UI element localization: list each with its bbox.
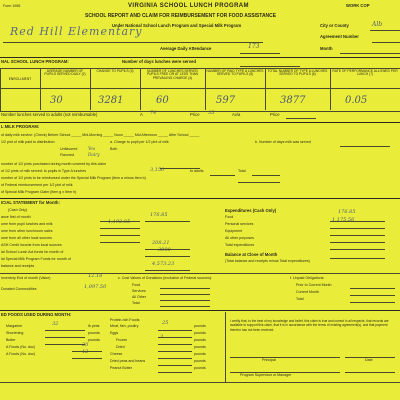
certification-text: I certify that, to the best of my knowledge and belief, this claim is true and correct in all respects, that records are available to support this claim, that it is in accordance with the terms of existing agreement(s), and that payment therefor has not been received.	[230, 319, 389, 332]
protein-item-label: Eggs	[110, 331, 119, 335]
milk-charge-label: a. Charge to pupil per 1/2 pint of milk	[110, 140, 169, 144]
val-rate: 0.05	[345, 95, 368, 106]
expend-line-label: Equipment	[225, 229, 243, 233]
receipt-line-label: ome from other lunchroom sales	[1, 229, 53, 233]
days-underline	[240, 66, 300, 67]
expend-line-label: Personal services	[225, 222, 254, 226]
work-copy-label: WORK COP	[346, 3, 370, 8]
cost-values-label: c. Cost Values of Donations (exclusive of Federal sources):	[118, 276, 213, 280]
expend-line-value: 176.85	[338, 209, 356, 215]
receipt-line-value: 4,573.23	[152, 261, 175, 267]
milk-adults-label: to adults	[190, 169, 204, 173]
protein-item-unit: pounds	[194, 345, 206, 349]
receipt-line-label: balance and receipts	[1, 264, 35, 268]
unflavored-label: Unflavored	[60, 147, 78, 151]
expend-line-value: 1,175.56	[332, 217, 355, 223]
protein-item-label: Dried peas and beans	[110, 359, 146, 363]
program-line: Under National School Lunch Program and Special Milk Program	[112, 23, 242, 28]
food-item-label: Butter	[6, 338, 16, 342]
cost-row: All Other	[132, 295, 146, 299]
days-served-label: Number of days lunches were served	[122, 59, 197, 64]
city-underline	[370, 30, 400, 31]
milk-served-label: of 1/2 pints of milk served: to pupils in Type A lunches	[1, 169, 87, 173]
food-item-label: Shortening	[6, 331, 24, 335]
expend-title: Expenditures (Cash Only)	[225, 208, 277, 213]
cost-row: Services	[132, 289, 146, 293]
receipt-line-value: 1,192.85	[108, 219, 131, 225]
receipt-line-label: ASH Credit income from local sources	[1, 243, 62, 247]
receipt-line-label: ance first of month	[1, 215, 31, 219]
milk-purchased-label: number of 1/2 pints purchased during month covered by this claim	[1, 162, 107, 166]
col-total-lunches: TOTAL NUMBER OF TYPE A LUNCHES SERVED TO PUPILS (6)	[267, 69, 328, 77]
milk-days-label: b. Number of days milk was served	[255, 140, 311, 144]
form-subtitle: SCHOOL REPORT AND CLAIM FOR REIMBURSEMENT FOR FOOD ASSISTANCE	[85, 13, 277, 19]
ada-underline	[240, 53, 280, 54]
adult-price2-label: Price	[270, 112, 280, 117]
val-total-lunches: 3877	[280, 95, 306, 106]
protein-item-unit: pounds	[194, 324, 206, 328]
city-value: Alb	[372, 21, 383, 28]
month-label: Month	[320, 46, 333, 51]
protein-item-label: Dried	[116, 345, 125, 349]
receipt-line-value: 3000	[158, 247, 171, 253]
receipt-line-label: ome from pupil lunches and milk	[1, 222, 53, 226]
school-underline	[3, 42, 263, 43]
supervisor-label: Program Supervisor or Manager	[240, 373, 292, 377]
col-change: CHANGE TO PUPILS (3)	[96, 69, 134, 73]
adult-a-value: 74	[150, 110, 157, 116]
food-item-unit: pounds	[88, 338, 100, 342]
ada-value: 173	[248, 43, 260, 50]
date-label: Date	[365, 358, 373, 362]
unpaid-row: Total	[296, 297, 304, 301]
expend-line-label: Total expenditures	[225, 243, 255, 247]
adult-price-label: Price	[190, 112, 200, 117]
receipt-line-label: ial Special Milk Program Funds for month of	[1, 257, 71, 261]
unflavored-value: Yes	[88, 146, 96, 151]
ada-label: Average Daily Attendance	[160, 46, 212, 51]
food-item-label: A Foods (No. doz)	[6, 352, 35, 356]
unpaid-row: Prior to Current Month	[296, 283, 332, 287]
flavored-label: Flavored	[60, 153, 74, 157]
receipt-line-label: ial School Lunch Act funds for month of	[1, 250, 64, 254]
col-paid-lunches: NUMBER OF PAID TYPE A LUNCHES SERVED TO PUPILS (5)	[206, 69, 264, 77]
agreement-underline	[372, 42, 400, 43]
food-item-label: Margarine	[6, 324, 23, 328]
adult-lunch-label: Number lunches served to adults (not reimbursable)	[1, 112, 98, 117]
protein-item-value: 25	[162, 320, 169, 326]
protein-item-value: 3	[160, 334, 164, 340]
val-paid-lunches: 597	[216, 95, 236, 106]
col-enrollment: ENROLLMENT	[8, 77, 32, 81]
expend-line-label: Food	[225, 215, 234, 219]
protein-title: Protein-rich Foods	[110, 318, 140, 322]
flavored-value: Dairy	[88, 152, 100, 157]
financial-section-title: ICIAL STATEMENT for Month:	[1, 200, 60, 205]
balance-note: (Total balance and receipts minus Total expenditures)	[225, 259, 310, 263]
protein-item-label: Meat, fish, poultry	[110, 324, 139, 328]
cost-row: Total	[132, 301, 140, 305]
protein-item-label: Peanut Butter	[110, 366, 132, 370]
receipts-title: (Cash Only)	[8, 208, 28, 212]
adult-a-label: A	[140, 112, 143, 117]
adult-avg-label: Av/a	[232, 112, 241, 117]
school-name: Red Hill Elementary	[10, 25, 143, 38]
protein-item-label: Cheese	[110, 352, 123, 356]
inventory-end-label: Inventory End of month (Value)	[1, 276, 51, 280]
adult-price-value: 35	[208, 110, 215, 116]
milk-rate-label: of Federal reimbursement per 1/2 pint of milk	[1, 183, 73, 187]
principal-label: Principal	[262, 358, 276, 362]
protein-item-unit: pounds	[194, 366, 206, 370]
form-code: Form 1955	[3, 4, 21, 8]
protein-item-unit: pounds	[194, 338, 206, 342]
milk-claim-label: of Special Milk Program Claim (Item g x Item h)	[1, 190, 77, 194]
expend-line-label: All other purposes	[225, 236, 254, 240]
food-item-unit: lb pints	[88, 324, 100, 328]
col-avg-pupils: AVERAGE NUMBER OF PUPILS SERVED DAILY (2)	[44, 69, 86, 77]
milk-service-time: of daily milk service: (Check) Before School _____ Mid-Morning _____ Noon _____ Mid Afternoon _____ After School _____	[1, 133, 200, 137]
food-item-label: A Foods (No. doz)	[6, 345, 35, 349]
food-item-value: 32	[52, 321, 59, 327]
receipt-line-value: 176.85	[150, 212, 168, 218]
inventory-end-value: 12.18	[88, 273, 103, 279]
month-underline	[340, 53, 400, 54]
lunch-table-header-rule	[0, 88, 400, 89]
divider	[0, 57, 400, 58]
form-title: VIRGINIA SCHOOL LUNCH PROGRAM	[128, 3, 249, 9]
food-item-unit: pounds	[88, 331, 100, 335]
val-free-lunches: 60	[156, 95, 169, 106]
val-change: 3281	[98, 95, 124, 106]
food-item-value: 20	[82, 342, 89, 348]
val-avg-pupils: 30	[50, 95, 63, 106]
city-label: City or County	[320, 23, 349, 28]
both-label: Both	[110, 147, 118, 151]
balance-label: Balance at Close of Month	[225, 252, 278, 257]
food-item-value: 12	[82, 349, 89, 355]
unpaid-label: f. Unpaid Obligations:	[290, 276, 325, 280]
unpaid-row: Current Month	[296, 290, 319, 294]
foods-section-title: ED FOODS USED DURING MONTH:	[1, 312, 72, 317]
milk-total-label: Total	[238, 169, 246, 173]
donated-value: 1,097.50	[84, 284, 107, 290]
col-free-lunches: NUMBER OF LUNCHES SERVED PUPILS FREE OR AT LESS THAN PREVAILING CHARGE (4)	[146, 69, 199, 80]
protein-item-unit: pounds	[194, 352, 206, 356]
col-rate: RATE OF PERFORMANCE ALLOWED PER LUNCH (7)	[332, 69, 398, 77]
receipt-line-label: ome from all other local sources	[1, 236, 52, 240]
protein-item-label: Frozen	[116, 338, 128, 342]
protein-item-unit: pounds	[194, 331, 206, 335]
milk-reimbursed-label: number of 1/2 pints to be reimbursed under the Special Milk Program (Item a minus Item b)	[1, 176, 146, 180]
lunch-section-title: NAL SCHOOL LUNCH PROGRAM:	[1, 59, 69, 64]
agreement-label: Agreement Number	[320, 34, 359, 39]
protein-item-unit: pounds	[194, 359, 206, 363]
milk-section-title: L MILK PROGRAM:	[1, 124, 40, 129]
milk-served-value: 3,150	[150, 167, 165, 173]
milk-paid-label: 1/2 pint of milk paid to distribution:	[1, 140, 56, 144]
cost-row: Food	[132, 283, 141, 287]
receipt-line-value: 208.21	[152, 240, 170, 246]
donated-label: Donated Commodities	[1, 287, 37, 291]
